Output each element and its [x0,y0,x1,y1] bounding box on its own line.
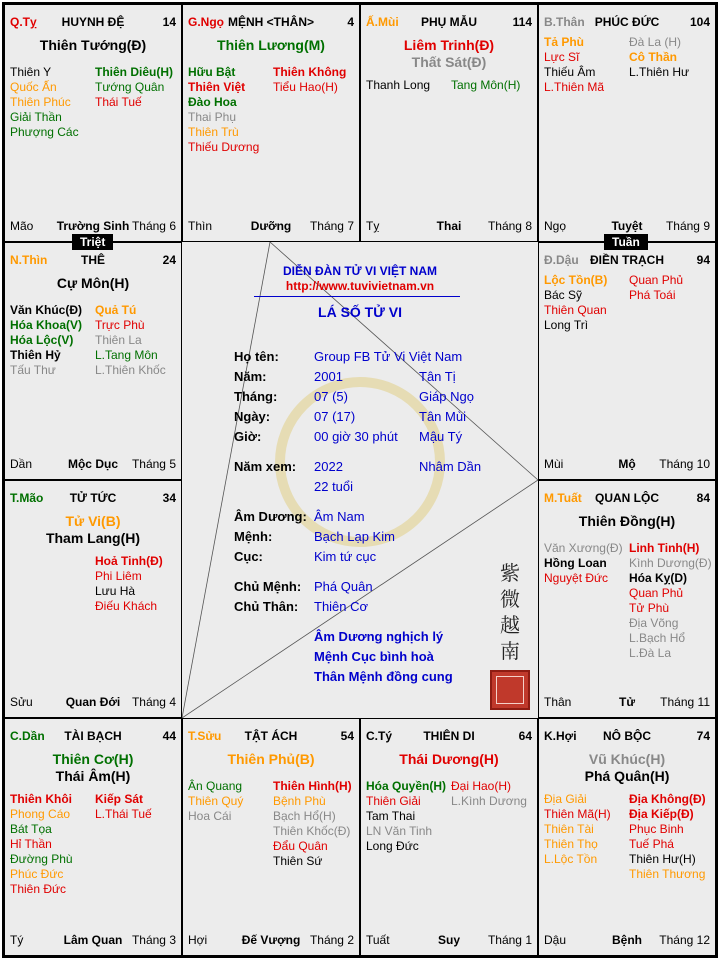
minor-star: Thiên Thọ [544,837,598,851]
minor-star: Lực Sĩ [544,50,580,64]
palace-number: 14 [162,15,176,29]
main-star-2: Phá Quân(H) [584,768,670,784]
palace-footer [10,695,176,709]
cuc-value: Kim tứ cục [314,549,377,564]
palace-name: THÊ [81,253,105,267]
minor-star: Thiên La [95,333,142,347]
palace-footer [10,219,176,233]
star-column-left [10,65,79,140]
main-star: Tử Vi(B) [65,513,121,529]
stem-label: T.Mão [10,491,44,505]
minor-star: Tử Phù [629,601,670,615]
palace-name: THIÊN DI [423,729,475,743]
namxem-canchi: Nhâm Dần [419,459,482,474]
minor-star: Bệnh Phù [273,794,326,808]
palace-cell-ngo[interactable] [182,4,360,242]
branch-label: Sửu [10,695,33,709]
main-star-2: Thái Âm(H) [55,768,131,784]
minor-star: Phượng Các [10,125,79,139]
hoten-value: Group FB Tử Vi Việt Nam [314,349,463,364]
star-column-left [10,303,82,378]
minor-star: Tiểu Hao(H) [273,80,338,94]
life-stage: Suy [437,933,460,947]
star-column-right [95,65,173,110]
star-column-right [451,779,527,809]
star-column-left [188,779,243,824]
minor-star: Bát Tọa [10,822,52,836]
minor-star: Hóa Kỵ(D) [629,571,688,585]
palace-cell-hoi[interactable] [538,718,716,956]
minor-star: Hỉ Thần [10,837,52,851]
minor-star: Địa Kiếp(Đ) [629,807,694,821]
branch-label: Dậu [544,933,567,947]
minor-star: Thiên Y [10,65,52,79]
nam-canchi: Tân Tị [419,369,456,384]
star-column-left [366,78,430,93]
calligraphy-text: 紫 微 越 南 [500,561,520,663]
palace-number: 64 [518,729,532,743]
palace-header [10,15,176,31]
minor-star: Thiên Phúc [10,95,71,109]
branch-label: Tỵ [366,219,380,233]
palace-number: 44 [162,729,176,743]
palace-number: 94 [696,253,710,267]
minor-star: Quả Tú [95,303,137,317]
palace-footer [10,933,176,947]
month-label: Tháng 4 [131,695,176,709]
life-stage: Tử [618,695,636,709]
star-column-right [629,792,706,882]
menh-value: Bạch Lạp Kim [314,529,395,544]
minor-star: Tam Thai [366,809,416,823]
star-column-left [544,273,607,333]
minor-star: Phong Cáo [10,807,71,821]
minor-star: Thiên Khôi [10,792,72,806]
minor-star: Thiên Đức [10,882,67,896]
palace-header [188,729,354,745]
thang-value: 07 (5) [314,389,348,404]
chuthan-value: Thiên Cơ [314,599,369,614]
palace-name: HUYNH ĐỆ [61,15,125,29]
palace-header [544,253,710,269]
minor-star: Quan Phủ [629,273,684,287]
main-star-2: Thất Sát(Đ) [411,54,487,70]
minor-star: Thiên Tài [544,822,594,836]
palace-cell-dau[interactable] [538,242,716,480]
month-label: Tháng 8 [487,219,532,233]
minor-star: LN Văn Tinh [366,824,433,838]
thang-canchi: Giáp Ngọ [419,389,474,404]
minor-star: L.Thái Tuế [95,807,152,821]
minor-star: Lộc Tồn(B) [544,273,608,287]
branch-label: Ngọ [544,219,567,233]
star-column-left [188,65,259,155]
palace-cell-tuat[interactable] [538,480,716,718]
minor-star: L.Thiên Hư [629,65,690,79]
star-column-right [629,35,689,80]
star-column-left [544,792,611,867]
minor-star: Quốc Ấn [10,80,57,94]
tuoi-value: 22 tuổi [314,479,354,494]
minor-star: Thiên Hình(H) [273,779,352,793]
minor-star: Linh Tinh(H) [629,541,700,555]
minor-star: Thiên Diêu(H) [95,65,173,79]
gio-label: Giờ: [234,429,262,444]
minor-star: Hữu Bật [188,65,236,79]
stem-label: M.Tuất [544,491,582,505]
minor-star: Phúc Đức [10,867,64,881]
ngay-canchi: Tân Mùi [419,409,466,424]
palace-footer [188,219,354,233]
palace-cell-dan[interactable] [4,718,182,956]
minor-star: Đà La (H) [629,35,682,49]
namxem-label: Năm xem: [234,459,297,474]
main-star: Thiên Cơ(H) [52,751,134,767]
palace-cell-ty[interactable] [360,718,538,956]
palace-footer [188,933,354,947]
main-star: Thái Dương(H) [399,751,499,767]
palace-name: ĐIỀN TRẠCH [590,253,664,267]
life-stage: Thai [436,219,462,233]
minor-star: Bác Sỹ [544,288,583,302]
minor-star: Thiếu Âm [544,65,596,79]
minor-star: Thiên Giải [366,794,421,808]
triet-tag: Triệt [72,234,113,250]
palace-name: NÔ BỘC [603,729,651,743]
palace-cell-suu[interactable] [182,718,360,956]
center-info-panel [182,242,538,718]
month-label: Tháng 3 [131,933,176,947]
life-stage: Tuyệt [611,219,643,233]
stem-label: C.Tý [366,729,393,743]
main-star: Thiên Lương(M) [217,37,325,53]
minor-star: L.Thiên Khốc [95,363,166,377]
chart-title: LÁ SỐ TỬ VI [318,304,402,320]
minor-star: Thiên Hư(H) [629,852,696,866]
branch-label: Dần [10,457,33,471]
stem-label: B.Thân [544,15,585,29]
month-label: Tháng 1 [487,933,532,947]
branch-label: Mão [10,219,34,233]
minor-star: Địa Giải [544,792,587,806]
life-stage: Đế Vượng [241,933,301,947]
main-star: Liêm Trinh(Đ) [403,37,495,53]
namxem-value: 2022 [314,459,343,474]
star-column-left [10,792,73,897]
minor-star: Hoa Cái [188,809,232,823]
palace-cell-mao[interactable] [4,480,182,718]
minor-star: Thiên Thương [629,867,706,881]
nam-value: 2001 [314,369,343,384]
palace-number: 24 [162,253,176,267]
amduong-label: Âm Dương: [234,509,307,524]
palace-number: 114 [512,15,532,29]
palace-cell-ty_top[interactable] [4,4,182,242]
branch-label: Hợi [188,933,208,947]
palace-name: PHÚC ĐỨC [594,15,660,29]
star-column-left [366,779,446,854]
branch-label: Tý [10,933,24,947]
minor-star: Đường Phù [10,852,73,866]
ngay-value: 07 (17) [314,409,356,424]
month-label: Tháng 11 [660,695,710,709]
minor-star: Thái Tuế [95,95,142,109]
palace-footer [366,933,532,947]
stem-label: G.Ngọ [188,15,224,29]
minor-star: Kình Dương(Đ) [629,556,712,570]
gio-canchi: Mậu Tý [419,429,463,444]
minor-star: Tang Môn(H) [451,78,521,92]
minor-star: Văn Xương(Đ) [544,541,623,555]
minor-star: Thiên Trù [188,125,239,139]
minor-star: L.Kình Dương [451,794,527,808]
palace-footer [10,457,176,471]
life-stage: Quan Đới [65,695,121,709]
main-star: Thiên Đồng(H) [578,513,676,529]
amduong-value: Âm Nam [314,509,365,524]
star-column-right [95,554,163,614]
palace-name: TẬT ÁCH [244,729,298,743]
month-label: Tháng 2 [309,933,354,947]
palace-number: 34 [162,491,176,505]
palace-footer [544,219,710,233]
star-column-left [544,541,623,586]
minor-star: Ân Quang [188,779,243,793]
palace-header [366,15,532,31]
minor-star: Thiên Hỷ [10,348,61,362]
forum-url[interactable]: http://www.tuvivietnam.vn [285,279,435,293]
minor-star: Nguyệt Đức [544,571,609,585]
palace-header [366,729,532,745]
life-stage: Lâm Quan [63,933,123,947]
palace-cell-mui[interactable] [360,4,538,242]
palace-header [544,729,710,745]
minor-star: Cô Thần [629,50,677,64]
star-column-right [95,303,166,378]
nam-label: Năm: [234,369,267,384]
main-star: Thiên Tướng(Đ) [39,37,147,53]
palace-header [10,253,176,269]
menh-label: Mệnh: [234,529,273,544]
palace-header [10,491,176,507]
note-1: Âm Dương nghịch lý [314,629,444,644]
life-stage: Mộc Dục [67,457,118,471]
minor-star: Địa Không(Đ) [629,792,706,806]
minor-star: Thiếu Dương [188,140,260,154]
star-column-right [273,65,346,95]
main-star-2: Tham Lang(H) [45,530,141,546]
minor-star: Bạch Hổ(H) [273,809,336,823]
minor-star: Văn Khúc(Đ) [10,303,82,317]
minor-star: L.Tang Môn [95,348,158,362]
red-seal-stamp [490,670,530,710]
minor-star: Tấu Thư [10,363,56,377]
minor-star: Thiên Việt [188,80,246,94]
minor-star: Long Trì [544,318,589,332]
minor-star: Hóa Khoa(V) [10,318,82,332]
hoten-label: Họ tên: [234,349,279,364]
branch-label: Mùi [544,457,564,471]
minor-star: Tả Phù [544,35,585,49]
palace-number: 84 [696,491,710,505]
minor-star: Giải Thần [10,110,62,124]
minor-star: Phi Liêm [95,569,142,583]
main-star: Vũ Khúc(H) [588,751,666,767]
month-label: Tháng 9 [665,219,710,233]
stem-label: Q.Tỵ [10,15,37,29]
minor-star: L.Đà La [629,646,672,660]
chumenh-value: Phá Quân [314,579,373,594]
forum-name: DIỄN ĐÀN TỬ VI VIỆT NAM [283,264,437,278]
palace-name: MỆNH <THÂN> [227,15,314,29]
minor-star: Quan Phủ [629,586,684,600]
branch-label: Thân [544,695,572,709]
chumenh-label: Chủ Mệnh: [234,579,302,594]
palace-footer [366,219,532,233]
minor-star: Thiên Sứ [273,854,323,868]
minor-star: Lưu Hà [95,584,136,598]
tuan-tag: Tuần [604,234,648,250]
minor-star: Tuế Phá [629,837,674,851]
palace-name: TÀI BẠCH [64,729,122,743]
ngay-label: Ngày: [234,409,271,424]
minor-star: Thiên Quan [544,303,607,317]
palace-footer [544,933,710,947]
palace-name: QUAN LỘC [595,491,659,505]
star-column-right [629,273,683,303]
stem-label: N.Thìn [10,253,48,267]
palace-footer [544,457,710,471]
minor-star: Thiên Không [273,65,347,79]
minor-star: Thai Phụ [188,110,237,124]
stem-label: K.Hợi [544,729,577,743]
minor-star: Thiên Mã(H) [544,807,611,821]
minor-star: Hoả Tinh(Đ) [95,554,163,568]
palace-cell-than[interactable] [538,4,716,242]
minor-star: Hóa Lộc(V) [10,333,74,347]
palace-footer [544,695,710,709]
palace-name: PHỤ MẪU [421,15,477,29]
palace-header [544,491,710,507]
gio-value: 00 giờ 30 phút [314,429,398,444]
palace-name: TỬ TỨC [69,491,117,505]
branch-label: Tuất [366,933,390,947]
stem-label: C.Dần [10,729,45,743]
palace-number: 4 [347,15,354,29]
life-stage: Dưỡng [250,219,292,233]
minor-star: Kiếp Sát [95,792,144,806]
main-star: Cự Môn(H) [56,275,130,291]
minor-star: Hóa Quyền(H) [366,779,447,793]
minor-star: Địa Võng [629,616,679,630]
palace-number: 54 [340,729,354,743]
minor-star: L.Thiên Mã [544,80,605,94]
stem-label: Đ.Dậu [544,253,579,267]
minor-star: L.Lộc Tồn [544,852,598,866]
minor-star: Đẩu Quân [273,839,328,853]
note-3: Thân Mệnh đồng cung [314,669,453,684]
star-column-right [273,779,352,869]
minor-star: Đào Hoa [188,95,237,109]
minor-star: Điếu Khách [95,599,158,613]
minor-star: Tướng Quân [95,80,165,94]
life-stage: Trường Sinh [56,219,130,233]
minor-star: Long Đức [366,839,419,853]
minor-star: Thiên Quý [188,794,244,808]
stem-label: Ấ.Mùi [366,15,399,29]
month-label: Tháng 6 [131,219,176,233]
star-column-left [544,35,604,95]
life-stage: Bệnh [612,933,642,947]
palace-header [188,15,354,31]
life-stage: Mộ [618,457,636,471]
palace-number: 74 [696,729,710,743]
main-star: Thiên Phủ(B) [227,751,315,767]
minor-star: Trực Phù [95,318,145,332]
cuc-label: Cục: [234,549,263,564]
minor-star: Hồng Loan [544,556,607,570]
month-label: Tháng 7 [309,219,354,233]
minor-star: Thanh Long [366,78,431,92]
palace-header [544,15,710,31]
star-column-right [95,792,152,822]
star-column-right [451,78,520,93]
star-column-right [629,541,712,661]
minor-star: Thiên Khốc(Đ) [273,824,351,838]
minor-star: Phục Binh [629,822,684,836]
branch-label: Thìn [188,219,213,233]
minor-star: L.Bạch Hổ [629,631,686,645]
palace-number: 104 [689,15,710,29]
palace-header [10,729,176,745]
horoscope-board [2,2,718,958]
chuthan-label: Chủ Thân: [234,599,299,614]
month-label: Tháng 5 [131,457,176,471]
palace-cell-thin[interactable] [4,242,182,480]
note-2: Mệnh Cục bình hoà [314,649,434,664]
stem-label: T.Sửu [188,729,222,743]
month-label: Tháng 10 [659,457,710,471]
month-label: Tháng 12 [659,933,710,947]
minor-star: Đại Hao(H) [451,779,512,793]
thang-label: Tháng: [234,389,278,404]
minor-star: Phá Toái [629,288,676,302]
